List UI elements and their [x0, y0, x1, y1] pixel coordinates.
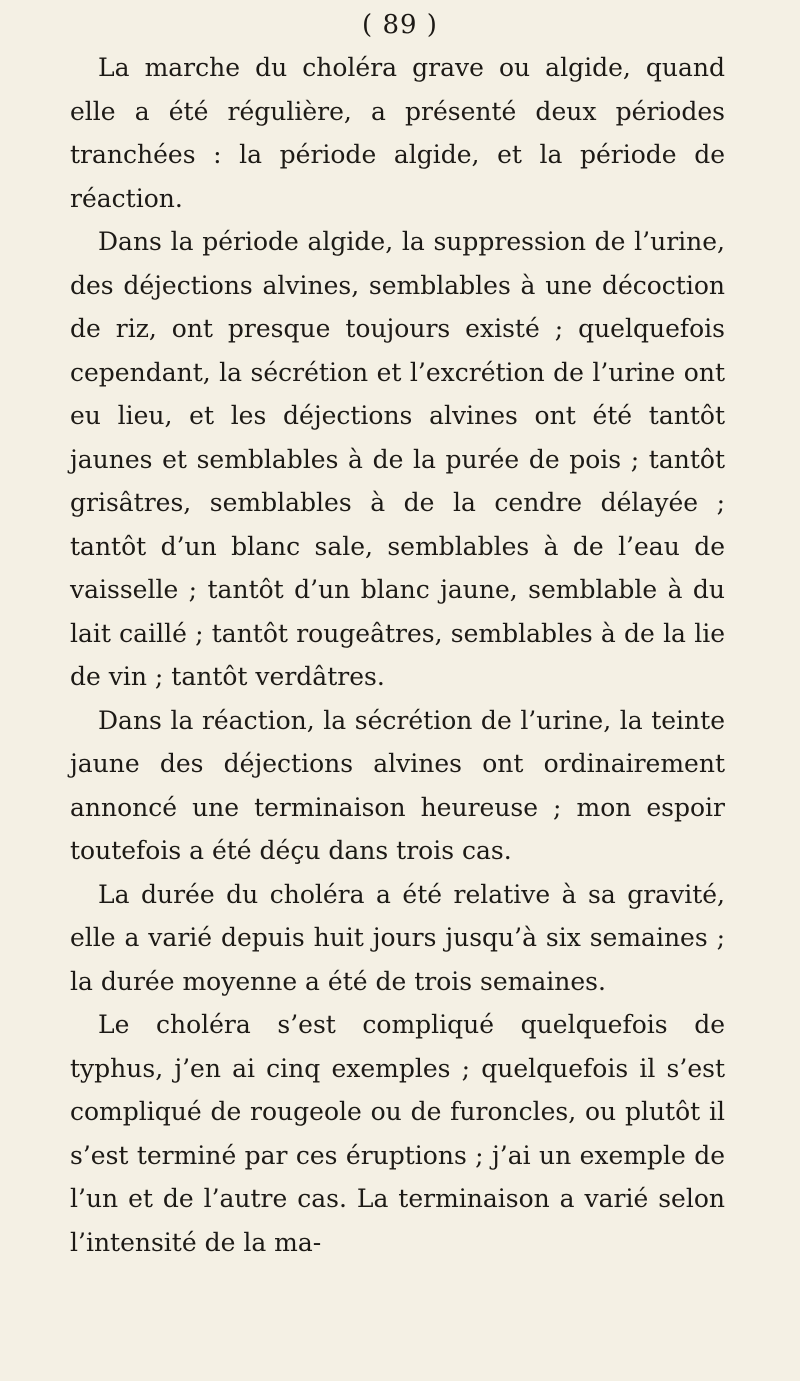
body-text [70, 46, 725, 1264]
paragraph: La durée du choléra a été relative à sa gravité, elle a varié depuis huit jours jusqu’à six semaines ; la durée moyenne a été de trois semaines. [70, 879, 725, 996]
paragraph: Le choléra s’est compliqué quelquefois de typhus, j’en ai cinq exemples ; quelquefois il s’est compliqué de rougeole ou de furoncles, ou plutôt il s’est terminé par ces éruptions ; j’ai un exemple de l’un et de l’autre cas. La terminaison a varié selon l’intensité de la ma- [70, 1010, 725, 1257]
paragraph: Dans la réaction, la sécrétion de l’urine, la teinte jaune des déjections alvines ont ordinairement annoncé une terminaison heureuse ; mon espoir toutefois a été déçu dans trois cas. [70, 705, 725, 865]
page-number: ( 89 ) [362, 10, 438, 40]
paragraph: La marche du choléra grave ou algide, quand elle a été régulière, a présenté deux périodes tranchées : la période algide, et la période de réaction. [70, 53, 725, 213]
paragraph: Dans la période algide, la suppression de l’urine, des déjections alvines, semblables à une décoction de riz, ont presque toujours existé ; quelquefois cependant, la sécrétion et l’excrétion de l’urine ont eu lieu, et les déjections alvines ont été tantôt jaunes et semblables à de la purée de pois ; tantôt grisâtres, semblables à de la cendre délayée ; tantôt d’un blanc sale, semblables à de l’eau de vaisselle ; tantôt d’un blanc jaune, semblable à du lait caillé ; tantôt rougeâtres, semblables à de la lie de vin ; tantôt verdâtres. [70, 227, 725, 691]
